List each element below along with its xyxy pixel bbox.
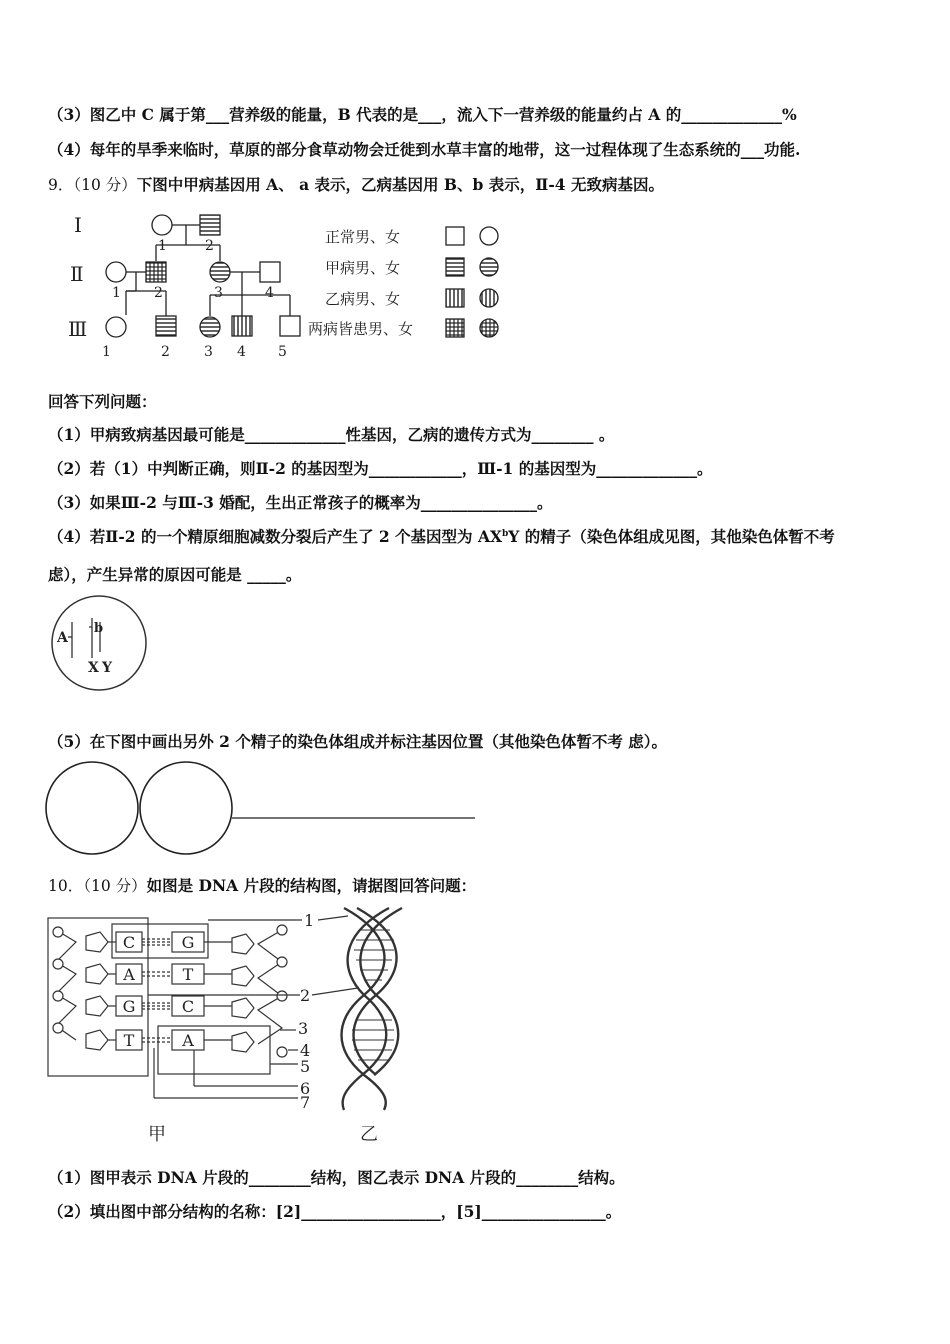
legend-label: 乙病男、女 — [325, 290, 401, 308]
base-left: A — [123, 965, 135, 984]
legend-both-female — [480, 319, 498, 337]
base-left: T — [123, 1031, 135, 1050]
legend-jia-female — [480, 258, 498, 276]
legend-label: 两病皆患男、女 — [308, 320, 414, 338]
chromosome-y-label: Y — [102, 660, 112, 676]
base-right: T — [182, 965, 194, 984]
q9-part1: （1）甲病致病基因最可能是_____________性基因，乙病的遗传方式为________ 。 — [48, 425, 615, 444]
answer-circle-2 — [140, 762, 232, 854]
answer-circle-1 — [46, 762, 138, 854]
callout-number: 3 — [298, 1019, 309, 1038]
superscript-b: b — [502, 528, 509, 539]
dna-structure-diagram — [44, 900, 414, 1150]
base-right: G — [181, 933, 195, 952]
gen2-num: 1 — [112, 285, 121, 301]
gen3-num: 5 — [278, 344, 287, 360]
q9-stem: 下图中甲病基因用 A、 a 表示，乙病基因用 B、b 表示，Ⅱ-4 无致病基因。 — [136, 175, 664, 194]
q9-header — [48, 173, 664, 195]
legend-yi-female — [480, 289, 498, 307]
legend-yi-male — [446, 289, 464, 307]
q9-score: （10 分） — [73, 176, 137, 194]
gen1-num: 2 — [205, 238, 214, 254]
q10-header — [48, 874, 476, 896]
gen3-num: 3 — [204, 344, 213, 360]
callout-number: 7 — [300, 1093, 311, 1112]
q8-part4: （4）每年的旱季来临时，草原的部分食草动物会迁徙到水草丰富的地带，这一过程体现了生态系统的___功能. — [48, 140, 801, 159]
callout-number: 2 — [300, 986, 311, 1005]
q10-number: 10． — [48, 877, 84, 895]
ped-III-4 — [232, 316, 252, 336]
figure-label-jia: 甲 — [148, 1124, 166, 1145]
base-left: C — [122, 933, 136, 952]
ped-II-4 — [260, 262, 280, 282]
q9-part5: （5）在下图中画出另外 2 个精子的染色体组成并标注基因位置（其他染色体暂不考 虑）。 — [48, 732, 668, 751]
q10-part2: （2）填出图中部分结构的名称：[2]__________________，[5]________________。 — [48, 1202, 622, 1221]
legend-normal-male — [446, 227, 464, 245]
q9-number: 9． — [48, 176, 74, 194]
gen3-num: 2 — [161, 344, 170, 360]
gen-label-1: Ⅰ — [74, 213, 82, 237]
base-left: G — [122, 997, 136, 1016]
ped-III-5 — [280, 316, 300, 336]
drawing-area — [44, 758, 478, 858]
callout-number: 4 — [300, 1041, 311, 1060]
callout-number: 5 — [300, 1057, 311, 1076]
ped-I-2 — [200, 215, 220, 235]
callout-number: 6 — [300, 1079, 311, 1098]
pedigree-chart — [60, 205, 510, 365]
legend-label: 甲病男、女 — [325, 259, 401, 277]
gen3-num: 4 — [237, 344, 246, 360]
chromosome-x-label: X — [88, 660, 99, 676]
q9-part4: （4）若Ⅱ-2 的一个精原细胞减数分裂后产生了 2 个基因型为 $AX^bY$ 的精子（染色体组成见图，其他染色体暂不考 — [48, 527, 835, 546]
legend-jia-male — [446, 258, 464, 276]
q9-part2: （2）若（1）中判断正确，则Ⅱ-2 的基因型为____________，Ⅲ-1 的基因型为_____________。 — [48, 459, 713, 478]
q8-part3: （3）图乙中 C 属于第___营养级的能量，B 代表的是___，流入下一营养级的能量约占 A 的_____________% — [48, 105, 797, 124]
ped-III-3 — [200, 317, 220, 337]
base-right: C — [181, 997, 195, 1016]
gen2-num: 2 — [154, 285, 163, 301]
ped-II-3 — [210, 262, 230, 282]
ped-III-1 — [106, 317, 126, 337]
q10-part1: （1）图甲表示 DNA 片段的________结构，图乙表示 DNA 片段的________结构。 — [48, 1168, 625, 1187]
gen1-num: 1 — [158, 238, 167, 254]
ped-II-1 — [106, 262, 126, 282]
sperm-cell-diagram — [48, 594, 150, 692]
gen-label-2: Ⅱ — [70, 262, 84, 286]
q9-part4-cont: 虑），产生异常的原因可能是 _____。 — [48, 565, 302, 584]
answer-prompt: 回答下列问题： — [48, 392, 157, 411]
q10-score: （10 分） — [83, 877, 147, 895]
q10-stem: 如图是 DNA 片段的结构图，请据图回答问题： — [146, 876, 477, 895]
callout-number: 1 — [304, 911, 315, 930]
legend-both-male — [446, 319, 464, 337]
gen2-num: 3 — [214, 285, 223, 301]
ped-I-1 — [152, 215, 172, 235]
gene-b-label: b — [94, 621, 104, 636]
gen2-num: 4 — [265, 285, 274, 301]
ped-III-2 — [156, 316, 176, 336]
gen3-num: 1 — [102, 344, 111, 360]
base-right: A — [182, 1031, 194, 1050]
q9-part3: （3）如果Ⅲ-2 与Ⅲ-3 婚配，生出正常孩子的概率为_______________。 — [48, 493, 553, 512]
figure-label-yi: 乙 — [360, 1124, 378, 1145]
gen-label-3: Ⅲ — [68, 317, 88, 341]
double-helix — [342, 908, 403, 1110]
legend-label: 正常男、女 — [325, 228, 401, 246]
legend-normal-female — [480, 227, 498, 245]
gene-A-label: A — [57, 630, 68, 646]
ped-II-2 — [146, 262, 166, 282]
